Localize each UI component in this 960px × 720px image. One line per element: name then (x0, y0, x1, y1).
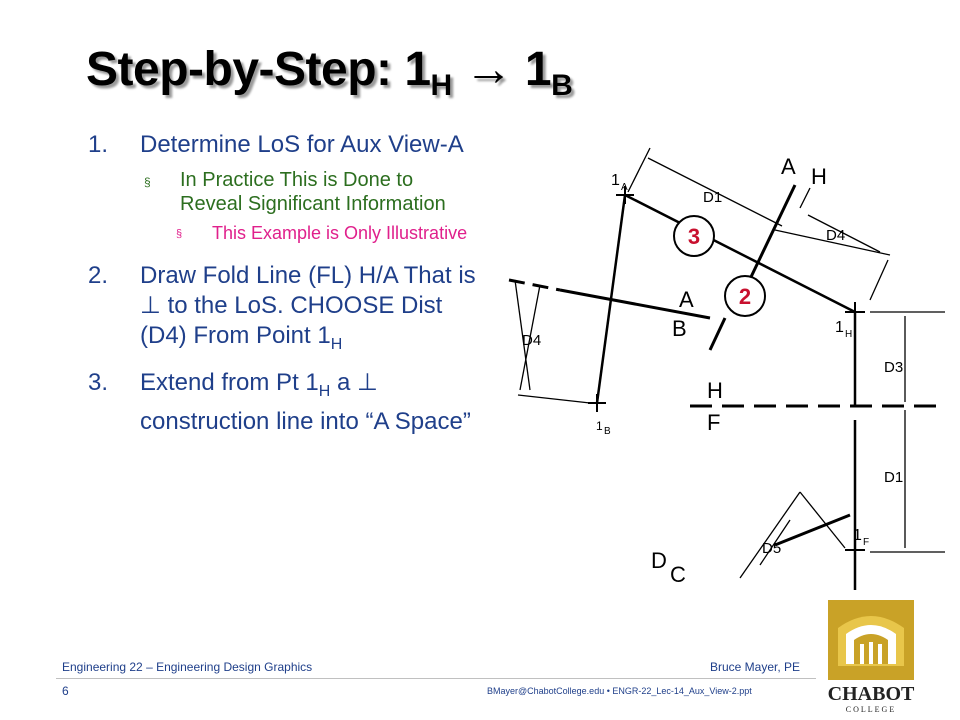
sub-bullet-text: In Practice This is Done to Reveal Significant Information (180, 169, 446, 215)
dimension-label-d1: D1 (703, 189, 723, 206)
footer-divider (56, 678, 816, 679)
svg-text:B: B (604, 426, 611, 437)
svg-text:2: 2 (738, 284, 752, 309)
step-number: 2. (88, 262, 109, 289)
svg-text:F: F (863, 537, 870, 548)
dimension-label-d4: D4 (522, 332, 542, 349)
step-1 (88, 130, 478, 160)
footer-author: Bruce Mayer, PE (710, 660, 801, 674)
step-marker-3 (674, 216, 714, 256)
step-marker-2 (725, 276, 765, 316)
step-number: 1. (88, 131, 109, 158)
fold-label-d: D (651, 548, 667, 573)
dimension-label-d5: D5 (762, 540, 782, 557)
slide-title: Step-by-Step: $1_H \to 1_B$ (86, 43, 573, 102)
step-3: 3. Extend from Pt $1_H$ a ⊥ construction line into “A Space” (88, 369, 471, 435)
dimension-label-d3: D3 (884, 359, 904, 376)
point-label-1a: 1 (611, 172, 620, 189)
dimension-label-d4: D4 (826, 227, 846, 244)
bullet-icon: § (176, 228, 183, 240)
fold-label-b: B (672, 316, 687, 341)
sub-bullet (88, 168, 478, 216)
fold-label-c: C (670, 562, 686, 587)
footer-email-file: BMayer@ChabotCollege.edu • ENGR-22_Lec-14_Aux_View-2.ppt (487, 686, 752, 696)
step-number: 3. (88, 369, 109, 396)
step-text: Extend from Pt 1 (140, 369, 319, 396)
fold-label-h: H (707, 378, 723, 403)
svg-text:3: 3 (687, 224, 701, 249)
footer-course: Engineering 22 – Engineering Design Graphics (62, 660, 313, 674)
svg-text:COLLEGE: COLLEGE (845, 705, 897, 714)
sub-sub-bullet (88, 222, 478, 245)
fold-label-a: A (679, 287, 694, 312)
svg-text:A: A (621, 182, 628, 193)
step-text: Draw Fold Line (FL) H/A That is ⊥ to the LoS. CHOOSE Dist (D4) From Point 1 (140, 262, 476, 349)
svg-text:CHABOT: CHABOT (827, 683, 915, 705)
bullet-list (88, 130, 478, 445)
fold-label-a: A (781, 154, 796, 179)
footer-page-number: 6 (62, 684, 69, 698)
point-label-1h: 1 (835, 319, 844, 336)
auxiliary-view-drawing (505, 120, 950, 590)
chabot-college-logo (824, 598, 918, 716)
fold-label-f: F (707, 410, 721, 435)
point-label-1b: 1 (596, 419, 603, 433)
point-label-1f: 1 (853, 527, 862, 544)
bullet-icon: § (144, 175, 151, 189)
dimension-label-d1: D1 (884, 469, 904, 486)
step-2: 2. Draw Fold Line (FL) H/A That is ⊥ to the LoS. CHOOSE Dist (D4) From Point $1_H$ (88, 262, 476, 353)
fold-label-h: H (811, 164, 827, 189)
svg-text:H: H (845, 329, 853, 340)
step-text: Determine LoS for Aux View-A (140, 131, 464, 158)
sub-sub-bullet-text: This Example is Only Illustrative (212, 223, 468, 243)
